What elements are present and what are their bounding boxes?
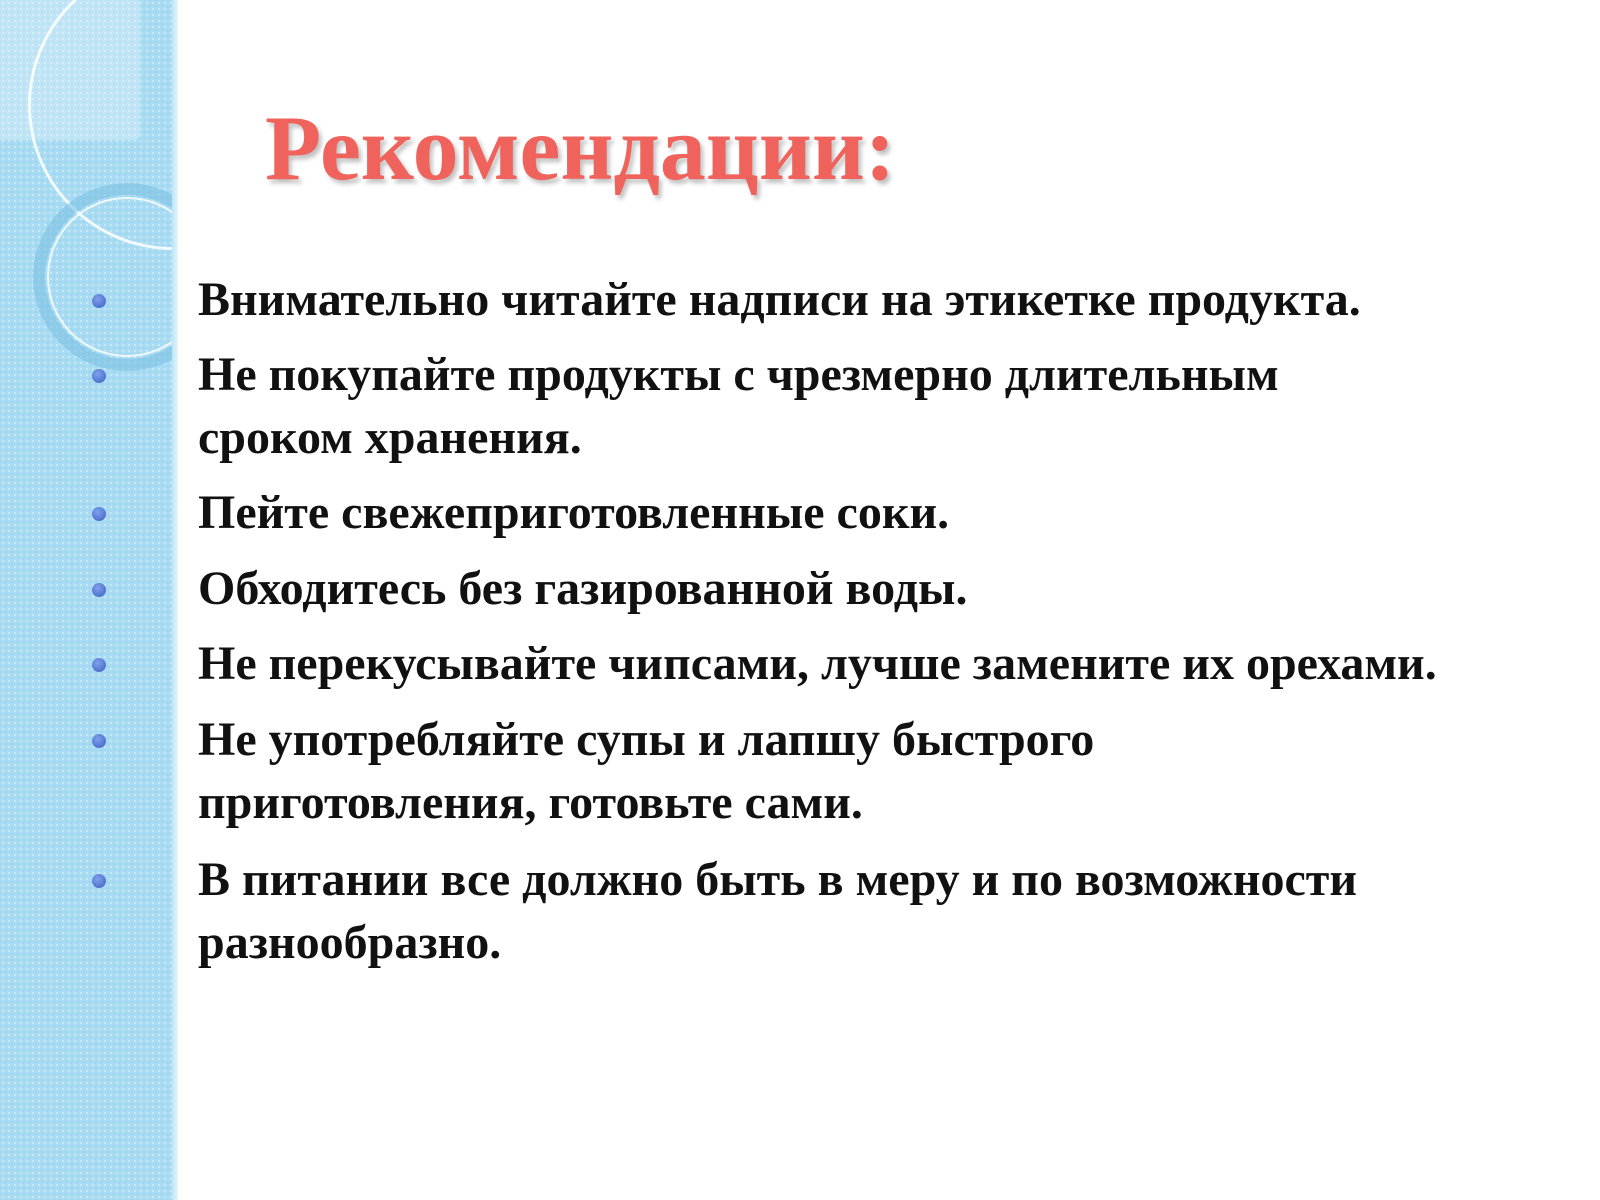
list-item bbox=[198, 848, 1488, 974]
list-item-text: В питании все должно быть в меру и по возможности разнообразно. bbox=[198, 853, 1358, 969]
bullet-dot-icon bbox=[92, 294, 106, 308]
slide-title: Рекомендации: bbox=[265, 97, 896, 199]
list-item-text: Не перекусывайте чипсами, лучше замените их орехами. bbox=[198, 637, 1437, 690]
bullet-dot-icon bbox=[92, 369, 106, 383]
bullet-dot-icon bbox=[92, 583, 106, 597]
bullet-dot-icon bbox=[92, 658, 106, 672]
list-item-text: Внимательно читайте надписи на этикетке продукта. bbox=[198, 273, 1361, 326]
list-item-text: Обходитесь без газированной воды. bbox=[198, 562, 968, 615]
bullet-dot-icon bbox=[92, 874, 106, 888]
list-item bbox=[198, 557, 1588, 620]
band-edge bbox=[172, 0, 178, 1200]
bullet-dot-icon bbox=[92, 734, 106, 748]
list-item bbox=[198, 708, 1198, 834]
list-item-text: Не покупайте продукты с чрезмерно длительным сроком хранения. bbox=[198, 348, 1279, 464]
side-decorative-band bbox=[0, 0, 178, 1200]
list-item bbox=[198, 481, 1588, 544]
list-item-text: Пейте свежеприготовленные соки. bbox=[198, 486, 950, 539]
list-item bbox=[198, 268, 1588, 331]
bullet-dot-icon bbox=[92, 507, 106, 521]
list-item bbox=[198, 632, 1588, 695]
list-item bbox=[198, 343, 1398, 469]
list-item-text: Не употребляйте супы и лапшу быстрого приготовления, готовьте сами. bbox=[198, 713, 1095, 829]
